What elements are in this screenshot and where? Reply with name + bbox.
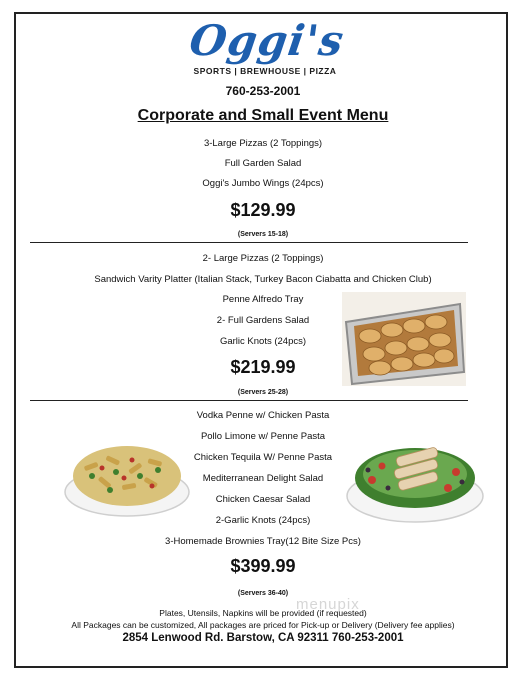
menu-title: Corporate and Small Event Menu [137,107,389,124]
chicken-salad-photo [344,430,486,526]
package-1-item: 3-Large Pizzas (2 Toppings) [203,138,323,149]
package-3-item: Chicken Tequila W/ Penne Pasta [193,452,333,463]
footer-note: Plates, Utensils, Napkins will be provided (if requested) [159,608,367,618]
package-1-item: Oggi's Jumbo Wings (24pcs) [202,178,324,189]
package-3-servers: (Servers 36-40) [237,590,289,597]
section-divider [30,242,468,243]
header-phone: 760-253-2001 [225,84,301,98]
package-3-item: 2-Garlic Knots (24pcs) [215,515,311,526]
pasta-salad-photo [62,430,192,520]
package-3-item: Vodka Penne w/ Chicken Pasta [196,410,330,421]
package-2-item: Penne Alfredo Tray [222,294,304,305]
garlic-knots-photo [342,292,466,386]
package-2-item: 2- Full Gardens Salad [216,315,310,326]
package-2-item: 2- Large Pizzas (2 Toppings) [202,253,324,264]
address-line: 2854 Lenwood Rd. Barstow, CA 92311 760-253-2001 [122,632,404,644]
package-2-item: Sandwich Varity Platter (Italian Stack, Turkey Bacon Ciabatta and Chicken Club) [94,274,432,285]
package-3-item: Mediterranean Delight Salad [202,473,324,484]
brand-tagline: SPORTS | BREWHOUSE | PIZZA [193,66,337,76]
brand-name: Oggi's [186,16,348,65]
package-2-servers: (Servers 25-28) [237,389,289,396]
watermark: menupix [296,596,360,613]
package-1-price: $129.99 [230,200,296,220]
footer-note: All Packages can be customized, All packages are priced for Pick-up or Delivery (Delivery fee applies) [71,620,455,630]
package-1-servers: (Servers 15-18) [237,231,289,238]
section-divider [30,400,468,401]
package-3-item: Pollo Limone w/ Penne Pasta [200,431,326,442]
package-3-price: $399.99 [230,556,296,576]
package-1-item: Full Garden Salad [224,158,302,169]
package-3-item: Chicken Caesar Salad [215,494,311,505]
package-2-price: $219.99 [230,357,296,377]
brand-logo [186,16,348,86]
package-2-item: Garlic Knots (24pcs) [219,336,307,347]
package-3-item: 3-Homemade Brownies Tray(12 Bite Size Pcs) [165,536,361,547]
